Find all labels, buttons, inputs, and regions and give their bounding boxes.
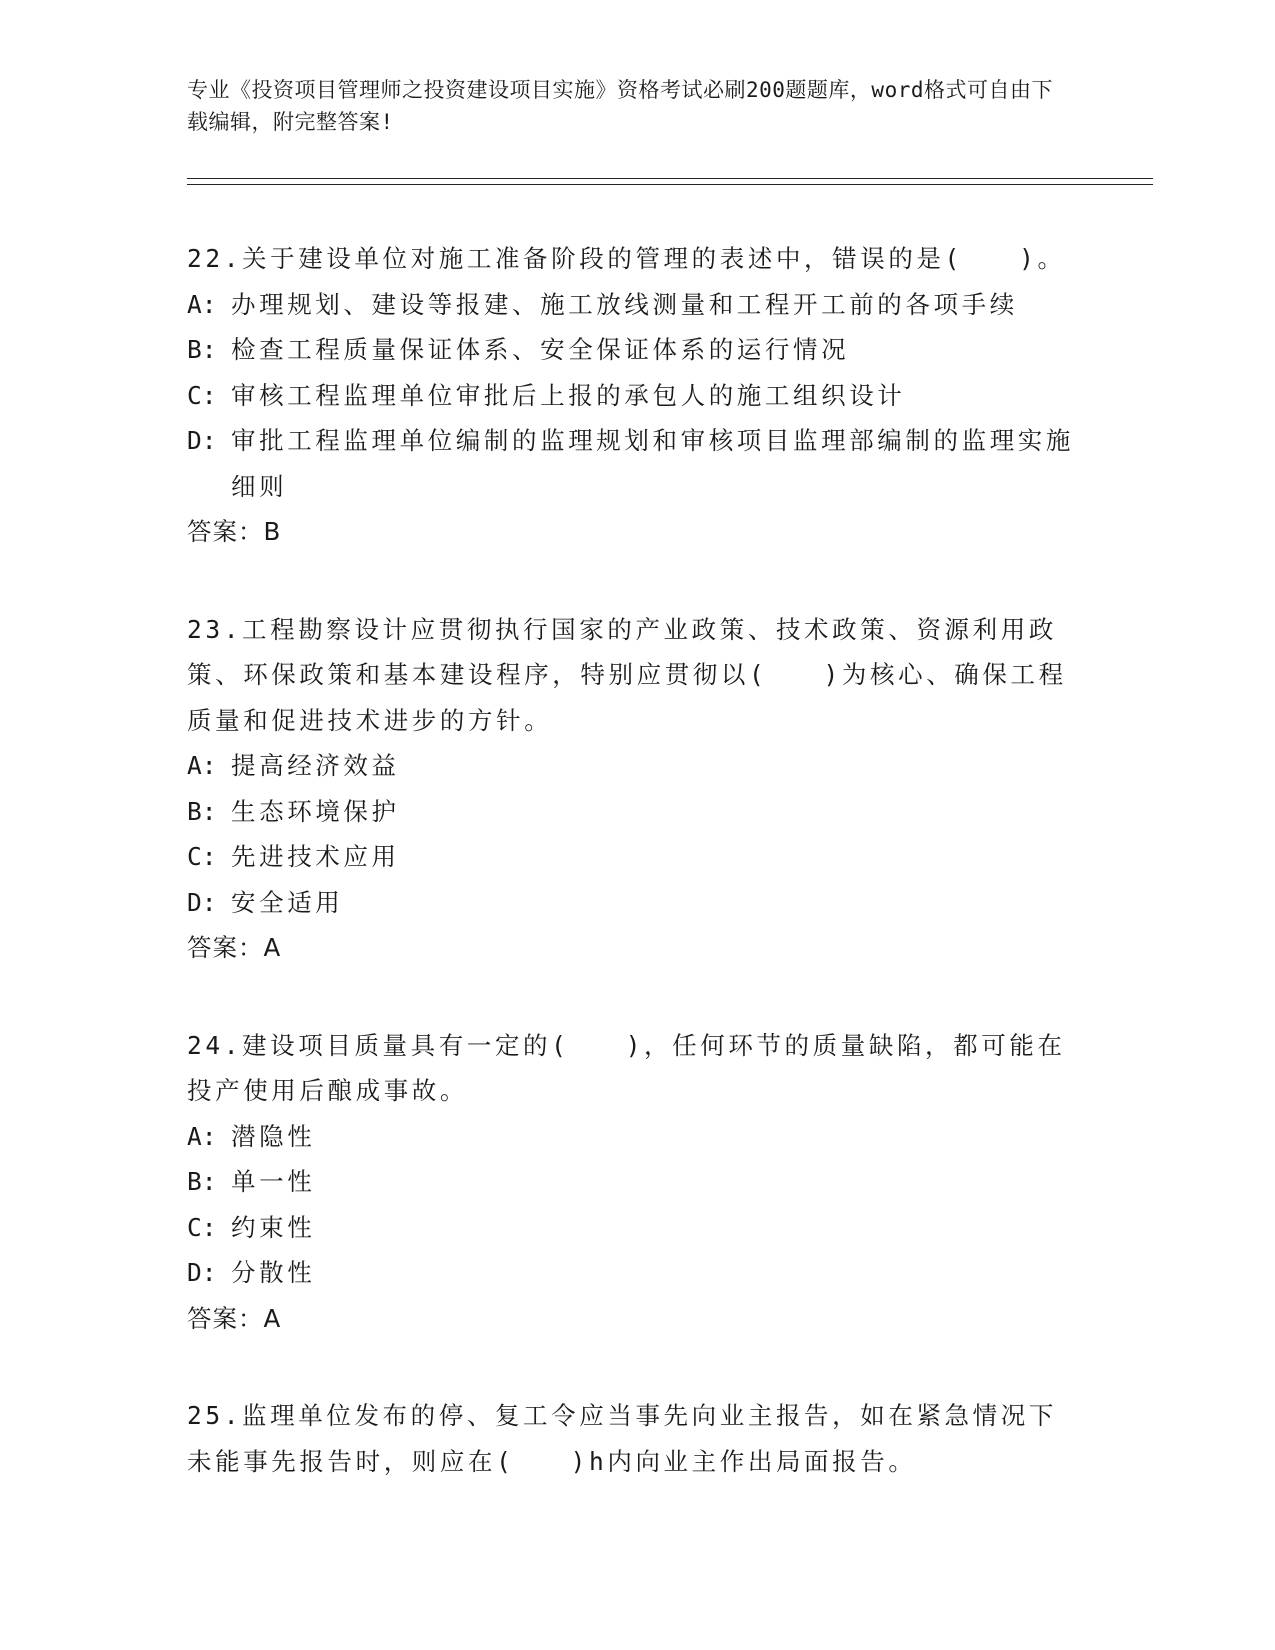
option-c (187, 834, 1077, 880)
option-text: 单一性 (231, 1167, 316, 1196)
option-d (187, 418, 1077, 509)
option-key: B: (187, 796, 217, 826)
question-stem: 24.建设项目质量具有一定的( )，任何环节的质量缺陷，都可能在投产使用后酿成事故。 (187, 1030, 1066, 1105)
option-text: 审批工程监理单位编制的监理规划和审核项目监理部编制的监理实施细则 (231, 426, 1074, 501)
document-header: 专业《投资项目管理师之投资建设项目实施》资格考试必刷200题题库，word格式可自由下载编辑，附完整答案! (187, 78, 1053, 134)
option-a (187, 282, 1077, 328)
option-key: C: (187, 842, 217, 871)
option-c (187, 1205, 1077, 1251)
option-text: 安全适用 (231, 887, 344, 917)
option-key: C: (187, 1212, 217, 1242)
option-key: D: (187, 887, 217, 917)
option-c (187, 373, 1077, 419)
answer-line: 答案：A (187, 933, 282, 962)
option-d (187, 880, 1077, 926)
option-key: D: (187, 426, 217, 455)
option-a (187, 743, 1077, 789)
option-key: A: (187, 289, 217, 319)
option-text: 生态环境保护 (231, 796, 400, 826)
option-d (187, 1250, 1077, 1296)
option-text: 审核工程监理单位审批后上报的承包人的施工组织设计 (231, 380, 906, 410)
option-text: 约束性 (231, 1212, 316, 1242)
question-stem: 23.工程勘察设计应贯彻执行国家的产业政策、技术政策、资源利用政策、环保政策和基本建设程序，特别应贯彻以( )为核心、确保工程质量和促进技术进步的方针。 (187, 614, 1067, 735)
question-24 (187, 1023, 1077, 1342)
header-divider-bottom (187, 184, 1153, 185)
question-list (187, 236, 1077, 1536)
option-key: D: (187, 1258, 217, 1287)
option-text: 先进技术应用 (231, 842, 400, 871)
option-b (187, 789, 1077, 835)
question-stem: 25.监理单位发布的停、复工令应当事先向业主报告，如在紧急情况下未能事先报告时，则应在( )h内向业主作出局面报告。 (187, 1401, 1057, 1476)
option-b (187, 1159, 1077, 1205)
question-23 (187, 607, 1077, 971)
option-text: 办理规划、建设等报建、施工放线测量和工程开工前的各项手续 (231, 289, 1018, 319)
option-key: A: (187, 751, 217, 780)
option-text: 提高经济效益 (231, 751, 400, 780)
answer-line: 答案：B (187, 517, 282, 546)
option-key: B: (187, 335, 217, 364)
option-b (187, 327, 1077, 373)
option-key: A: (187, 1121, 217, 1151)
option-key: B: (187, 1167, 217, 1196)
question-25 (187, 1393, 1077, 1484)
answer-line: 答案：A (187, 1303, 282, 1333)
question-22 (187, 236, 1077, 555)
option-text: 潜隐性 (231, 1121, 316, 1151)
question-stem: 22.关于建设单位对施工准备阶段的管理的表述中，错误的是( )。 (187, 244, 1066, 273)
option-a (187, 1114, 1077, 1160)
option-text: 分散性 (231, 1258, 316, 1287)
option-key: C: (187, 380, 217, 410)
header-divider-top (187, 178, 1153, 179)
option-text: 检查工程质量保证体系、安全保证体系的运行情况 (231, 335, 850, 364)
